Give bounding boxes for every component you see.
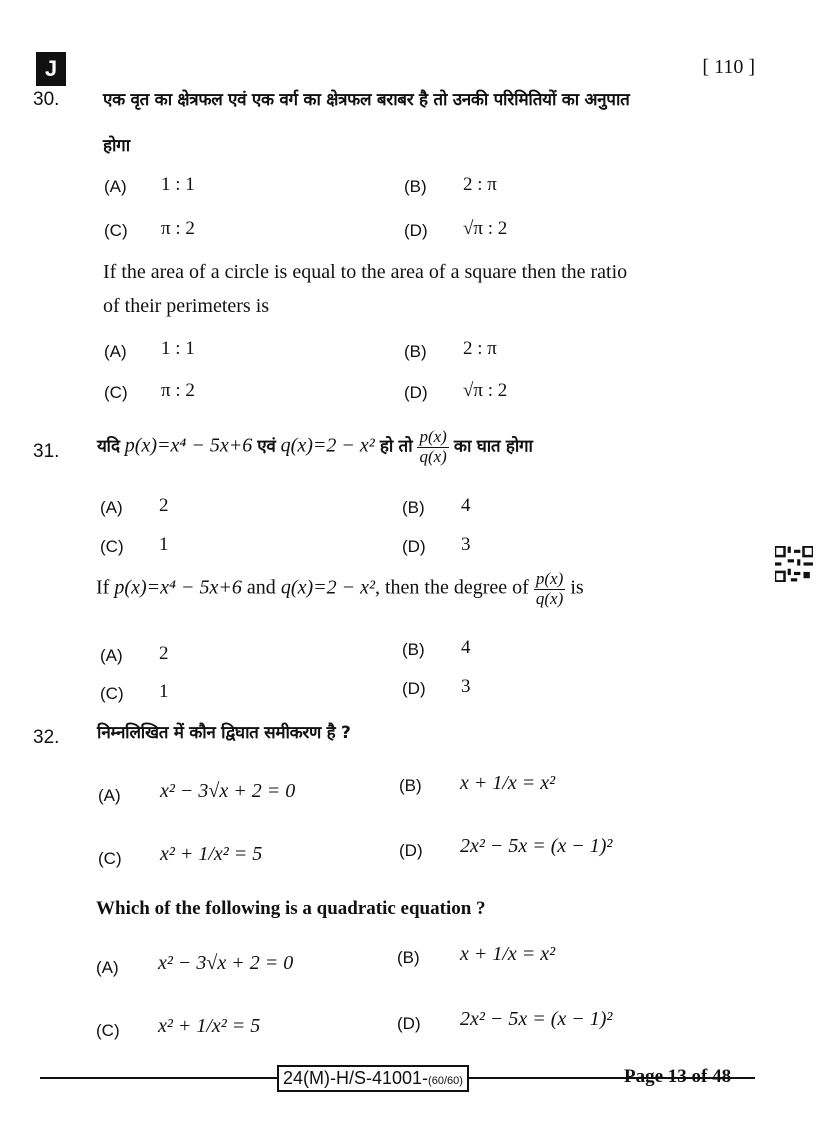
option-value: 2	[159, 495, 169, 516]
question-english-text: If the area of a circle is equal to the area of a square then the ratio	[103, 261, 628, 283]
option-label: (A)	[104, 177, 127, 196]
question-hindi-text-cont: होगा	[103, 136, 130, 156]
fraction-denominator: q(x)	[419, 446, 447, 466]
option-label: (C)	[96, 1021, 120, 1040]
hindi-then: हो तो	[379, 436, 413, 457]
option-label: (A)	[98, 786, 121, 805]
option-value: π : 2	[161, 218, 195, 239]
option-label: (D)	[404, 221, 428, 240]
option-label: (C)	[100, 537, 124, 556]
option-value: x² − 3√x + 2 = 0	[160, 780, 296, 802]
paper-code: 24(M)-H/S-41001-	[283, 1068, 429, 1088]
option-value: 3	[461, 534, 471, 555]
option-value: π : 2	[161, 380, 195, 401]
english-then: , then the degree of	[374, 576, 529, 599]
question-number: 31.	[33, 441, 60, 462]
option-label: (C)	[98, 849, 122, 868]
english-suffix: is	[570, 576, 584, 599]
option-label: (A)	[96, 958, 119, 977]
q-expression: q(x)=2 − x²	[280, 434, 375, 457]
option-value: 1 : 1	[161, 338, 195, 359]
option-value: 1	[159, 681, 169, 702]
option-label: (B)	[402, 498, 425, 517]
q-expression: q(x)=2 − x²	[280, 576, 375, 599]
question-hindi-text: निम्नलिखित में कौन द्विघात समीकरण है ?	[97, 723, 351, 743]
p-expression: p(x)=x⁴ − 5x+6	[124, 434, 253, 457]
option-value: 1	[159, 534, 169, 555]
fraction-numerator: p(x)	[535, 569, 564, 588]
option-value: x + 1/x = x²	[460, 943, 556, 965]
option-label: (D)	[404, 383, 428, 402]
question-hindi-text	[97, 428, 533, 466]
option-label: (B)	[399, 776, 422, 795]
fraction	[534, 570, 565, 608]
option-value: 1 : 1	[161, 174, 195, 195]
option-value: 2x² − 5x = (x − 1)²	[460, 1008, 613, 1030]
hindi-and: एवं	[257, 436, 276, 457]
option-label: (D)	[402, 679, 426, 698]
option-value: x² − 3√x + 2 = 0	[158, 952, 294, 974]
question-number: 32.	[33, 727, 60, 748]
english-and: and	[246, 576, 276, 599]
option-label: (B)	[404, 342, 427, 361]
option-label: (D)	[402, 537, 426, 556]
fraction	[417, 428, 448, 466]
option-value: 4	[461, 637, 471, 658]
question-english-text: Which of the following is a quadratic equation ?	[96, 898, 486, 919]
option-value: x² + 1/x² = 5	[160, 843, 263, 865]
option-label: (A)	[104, 342, 127, 361]
option-value: 2 : π	[463, 338, 497, 359]
question-english-text-cont: of their perimeters is	[103, 295, 270, 317]
option-label: (B)	[402, 640, 425, 659]
option-label: (B)	[397, 948, 420, 967]
question-english-text	[96, 570, 584, 608]
hindi-suffix: का घात होगा	[453, 436, 533, 457]
option-label: (B)	[404, 177, 427, 196]
option-label: (D)	[397, 1014, 421, 1033]
paper-code-small: (60/60)	[428, 1075, 463, 1087]
question-number: 30.	[33, 89, 60, 110]
option-value: √π : 2	[463, 380, 508, 401]
option-value: 2x² − 5x = (x − 1)²	[460, 835, 613, 857]
option-value: 3	[461, 676, 471, 697]
paper-code-box	[277, 1065, 469, 1092]
fraction-numerator: p(x)	[419, 427, 447, 446]
page-marker: [ 110 ]	[702, 56, 755, 78]
english-prefix: If	[96, 576, 110, 599]
option-label: (C)	[100, 684, 124, 703]
option-value: x + 1/x = x²	[460, 772, 556, 794]
option-label: (C)	[104, 221, 128, 240]
option-value: 2	[159, 643, 169, 664]
option-label: (A)	[100, 646, 123, 665]
hindi-prefix: यदि	[97, 436, 120, 457]
option-value: x² + 1/x² = 5	[158, 1015, 261, 1037]
fraction-denominator: q(x)	[535, 588, 564, 608]
set-code-badge: J	[36, 52, 66, 86]
option-label: (A)	[100, 498, 123, 517]
option-label: (D)	[399, 841, 423, 860]
option-value: √π : 2	[463, 218, 508, 239]
qr-code-icon	[775, 546, 813, 582]
option-label: (C)	[104, 383, 128, 402]
p-expression: p(x)=x⁴ − 5x+6	[114, 576, 242, 599]
option-value: 4	[461, 495, 471, 516]
question-hindi-text: एक वृत का क्षेत्रफल एवं एक वर्ग का क्षेत्रफल बराबर है तो उनकी परिमितियों का अनुपात	[103, 90, 630, 110]
page-indicator: Page 13 of 48	[624, 1066, 732, 1087]
option-value: 2 : π	[463, 174, 497, 195]
